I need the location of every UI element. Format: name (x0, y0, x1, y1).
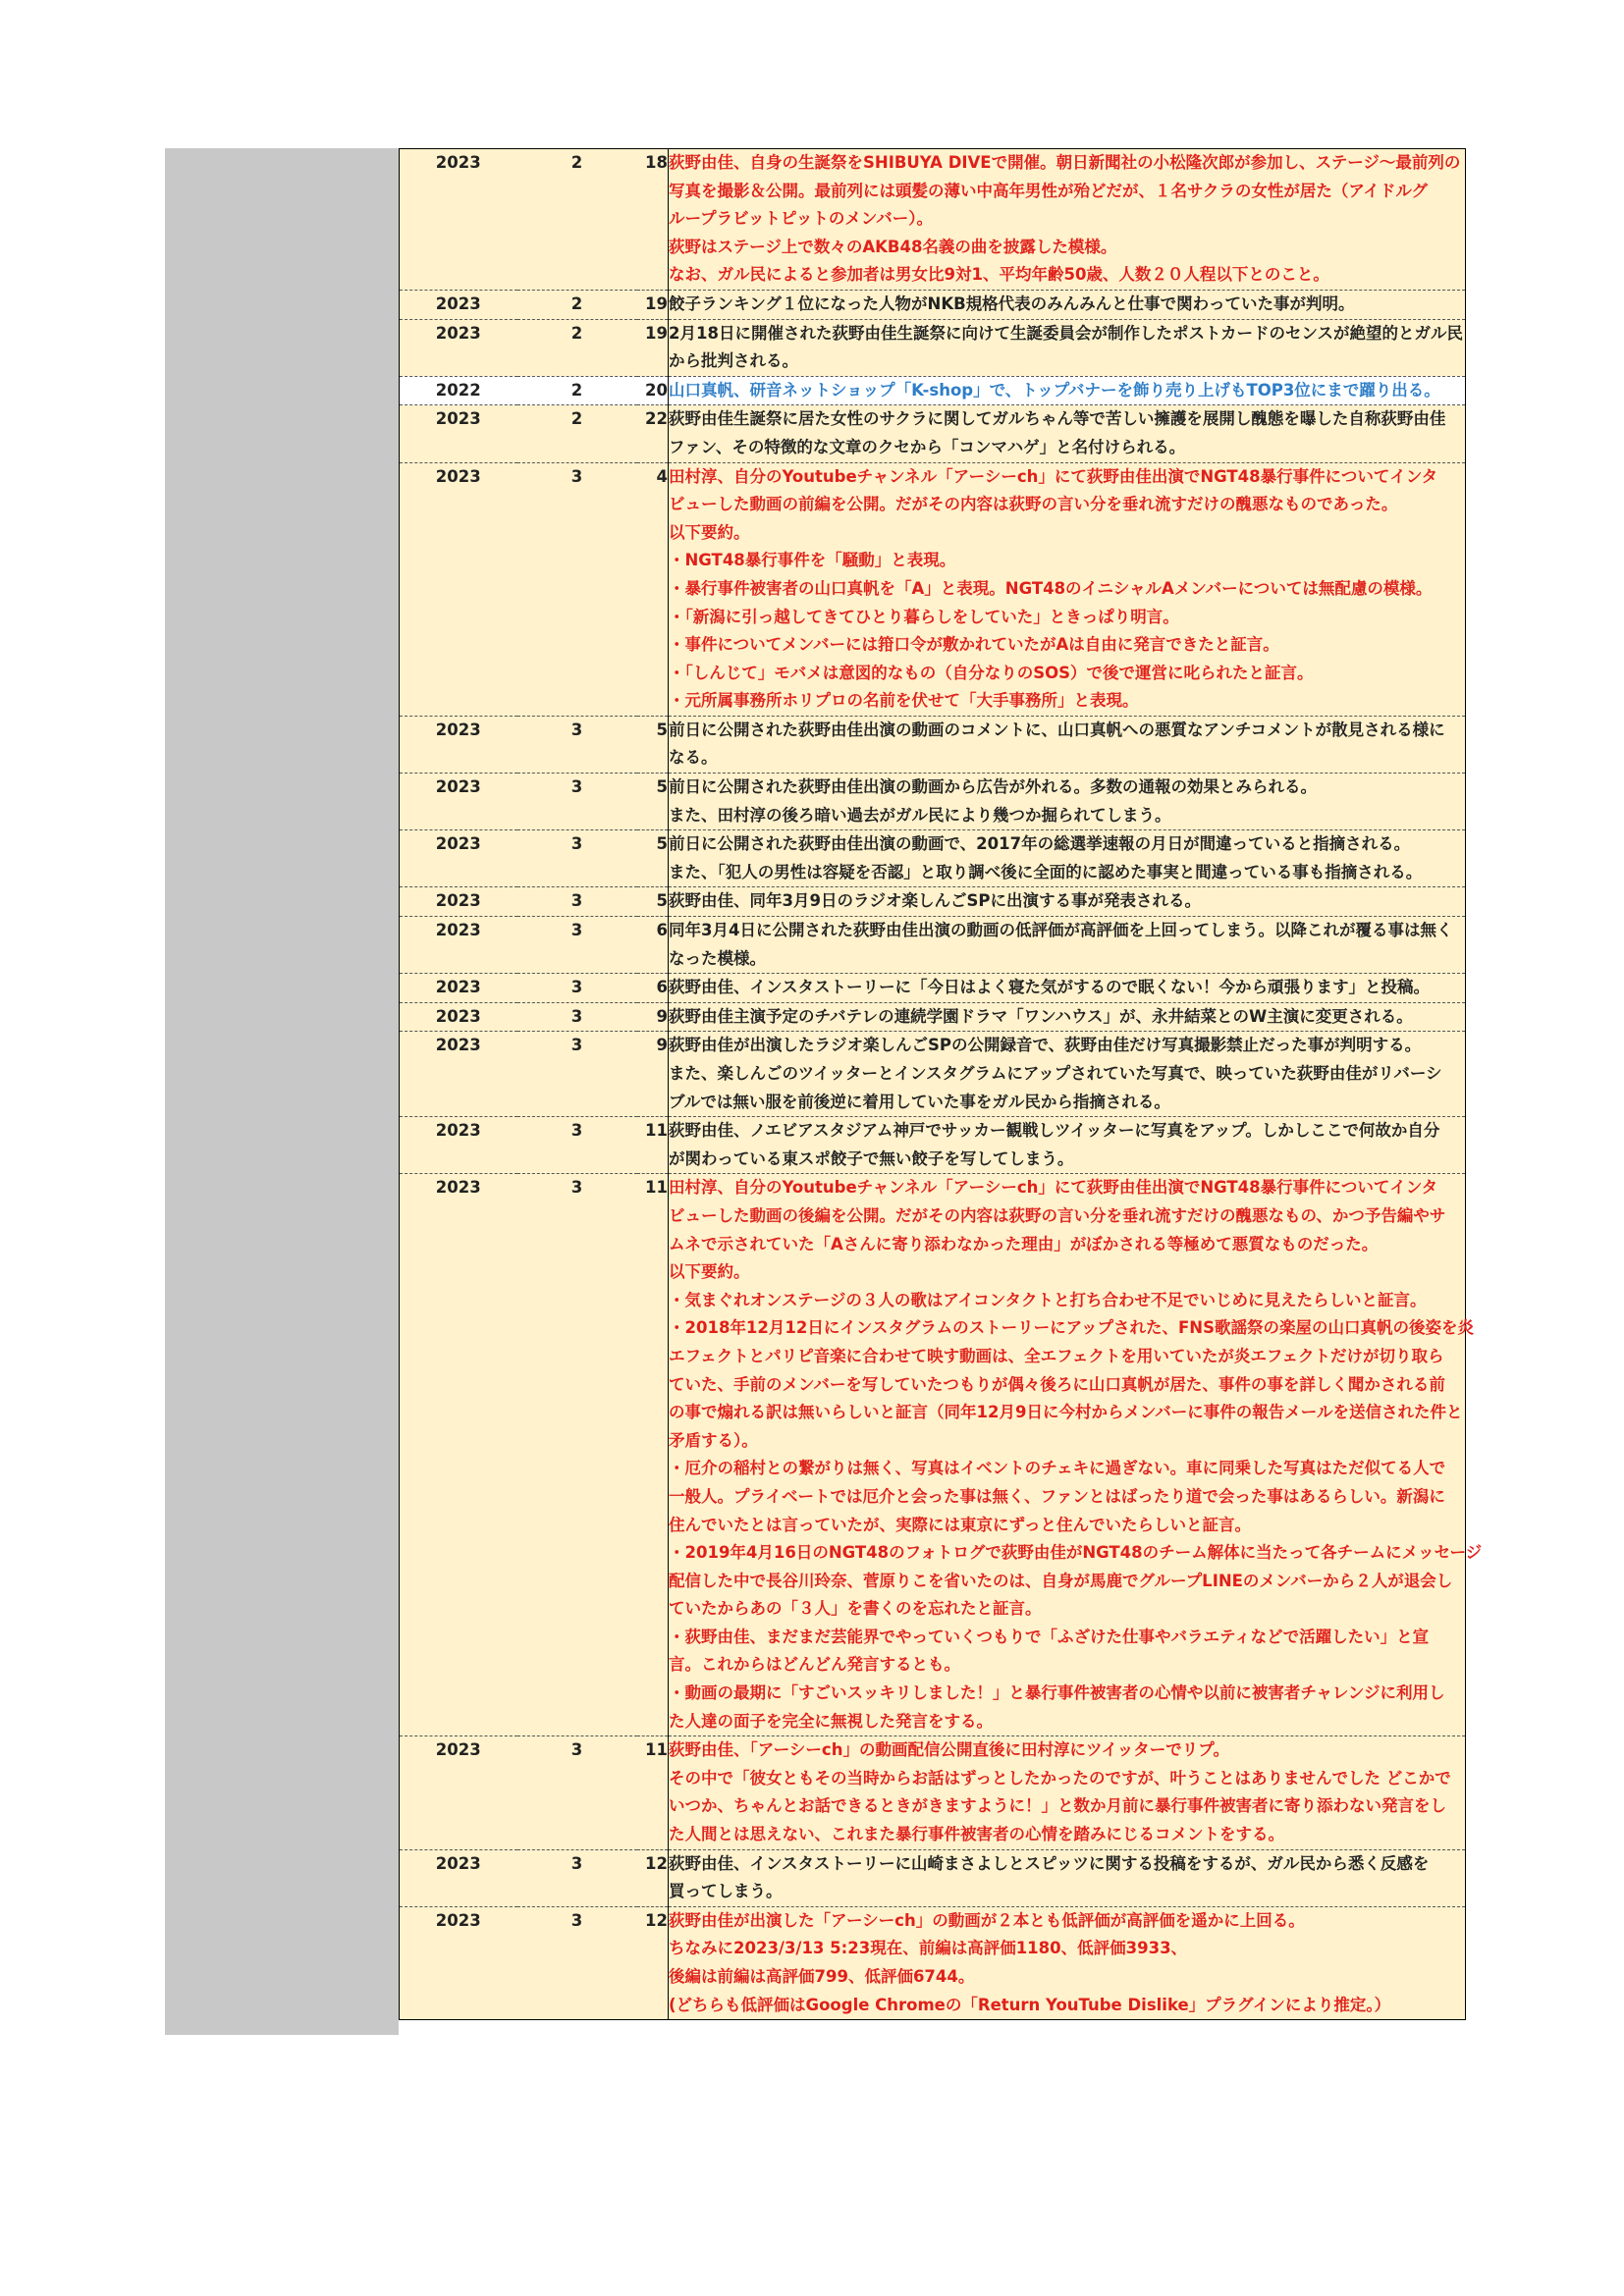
month-cell: 2 (517, 290, 637, 319)
event-text-cell (669, 917, 1466, 974)
event-text-line: 一般人。プライベートでは厄介と会った事は無く、ファンとはばったり道で会った事はあるらしい。新潟に (669, 1486, 1445, 1506)
day-cell: 18 (637, 149, 669, 291)
event-text-cell (669, 290, 1466, 319)
event-text-line: なお、ガル民によると参加者は男女比9対1、平均年齢50歳、人数２０人程以下とのこと。 (669, 265, 1329, 285)
event-text-cell (669, 716, 1466, 773)
year-cell: 2023 (400, 774, 517, 830)
year-cell: 2023 (400, 319, 517, 376)
month-cell: 3 (517, 1849, 637, 1906)
timeline-body (400, 149, 1483, 2020)
event-text-line: (どちらも低評価はGoogle Chromeの「Return YouTube Dislike」プラグインにより推定。） (669, 1995, 1391, 2014)
month-cell: 3 (517, 1174, 637, 1736)
event-text-line: 荻野由佳が出演したラジオ楽しんごSPの公開録音で、荻野由佳だけ写真撮影禁止だった事が判明する。 (669, 1036, 1422, 1055)
day-cell: 9 (637, 1032, 669, 1117)
year-cell: 2023 (400, 830, 517, 887)
year-cell: 2022 (400, 376, 517, 405)
day-cell: 19 (637, 319, 669, 376)
event-text-cell (669, 887, 1466, 917)
event-text-line: いつか、ちゃんとお話できるときがきますように！」と数か月前に暴行事件被害者に寄り添わない発言をし (669, 1796, 1446, 1816)
day-cell: 5 (637, 887, 669, 917)
month-cell: 3 (517, 1117, 637, 1174)
day-cell: 5 (637, 774, 669, 830)
event-text-line: 矛盾する）。 (669, 1430, 758, 1450)
event-text-line: なる。 (669, 748, 718, 768)
event-text-line: ビューした動画の前編を公開。だがその内容は荻野の言い分を垂れ流すだけの醜悪なものであった。 (669, 495, 1398, 514)
event-text-line: ていた、手前のメンバーを写していたつもりが偶々後ろに山口真帆が居た、事件の事を詳しく聞かされる前 (669, 1374, 1445, 1394)
event-text-line: 田村淳、自分のYoutubeチャンネル「アーシーch」にて荻野由佳出演でNGT48暴行事件についてインタ (669, 1178, 1438, 1198)
event-text-line: 同年3月4日に公開された荻野由佳出演の動画の低評価が高評価を上回ってしまう。以降これが覆る事は無く (669, 921, 1453, 940)
event-text-cell (669, 830, 1466, 887)
event-text-line: ・「しんじて」モバメは意図的なもの（自分なりのSOS）で後で運営に叱られたと証言。 (669, 663, 1314, 682)
year-cell: 2023 (400, 1906, 517, 2019)
day-cell: 5 (637, 830, 669, 887)
event-text-line: また、「犯人の男性は容疑を否認」と取り調べ後に全面的に認めた事実と間違っている事も指摘される。 (669, 862, 1423, 881)
month-cell: 2 (517, 376, 637, 405)
day-cell: 12 (637, 1849, 669, 1906)
event-text-line: ファン、その特徴的な文章のクセから「コンマハゲ」と名付けられる。 (669, 437, 1186, 456)
year-cell: 2023 (400, 1736, 517, 1849)
table-row (400, 716, 1466, 773)
table-row (400, 376, 1466, 405)
event-text-cell (669, 1032, 1466, 1117)
event-text-line: ループラビットピットのメンバー）。 (669, 209, 933, 229)
event-text-line: た人達の面子を完全に無視した発言をする。 (669, 1711, 993, 1731)
event-text-line: 荻野由佳生誕祭に居た女性のサクラに関してガルちゃん等で苦しい擁護を展開し醜態を曝した自称荻野由佳 (669, 409, 1446, 429)
table-row (400, 1174, 1466, 1736)
event-text-line: ・事件についてメンバーには箝口令が敷かれていたがAは自由に発言できたと証言。 (669, 635, 1279, 655)
event-text-line: ・荻野由佳、まだまだ芸能界でやっていくつもりで「ふざけた仕事やバラエティなどで活躍したい」と宣 (669, 1627, 1430, 1646)
event-text-line: 前日に公開された荻野由佳出演の動画で、2017年の総選挙速報の月日が間違っていると指摘される。 (669, 834, 1411, 854)
event-text-line: 前日に公開された荻野由佳出演の動画から広告が外れる。多数の通報の効果とみられる。 (669, 777, 1317, 797)
event-text-line: から批判される。 (669, 351, 798, 371)
year-cell: 2023 (400, 149, 517, 291)
year-cell: 2023 (400, 405, 517, 462)
event-text-line: ・暴行事件被害者の山口真帆を「A」と表現。NGT48のイニシャルAメンバーについては無配慮の模様。 (669, 578, 1433, 598)
year-cell: 2023 (400, 1002, 517, 1032)
event-text-cell (669, 319, 1466, 376)
event-text-line: 買ってしまう。 (669, 1882, 783, 1901)
event-text-line: その中で「彼女ともその当時からお話はずっとしたかったのですが、叶うことはありませんでした どこかで (669, 1768, 1451, 1788)
day-cell: 19 (637, 290, 669, 319)
year-cell: 2023 (400, 887, 517, 917)
day-cell: 12 (637, 1906, 669, 2019)
year-cell: 2023 (400, 917, 517, 974)
event-text-line: 荻野由佳、インスタストーリーに山崎まさよしとスピッツに関する投稿をするが、ガル民から悉く反感を (669, 1853, 1430, 1873)
year-cell: 2023 (400, 1849, 517, 1906)
event-text-line: 荻野由佳、ノエビアスタジアム神戸でサッカー観戦しツイッターに写真をアップ。しかしここで何故か自分 (669, 1121, 1440, 1141)
event-text-line: 山口真帆、研音ネットショップ「K-shop」で、トップバナーを飾り売り上げもTOP3位にまで躍り出る。 (669, 380, 1440, 400)
event-text-cell (669, 149, 1466, 291)
year-cell: 2023 (400, 1174, 517, 1736)
table-row (400, 1906, 1466, 2019)
event-text-line: 言。これからはどんどん発言するとも。 (669, 1655, 960, 1675)
table-row (400, 974, 1466, 1003)
event-text-line: ・「新潟に引っ越してきてひとり暮らしをしていた」ときっぱり明言。 (669, 607, 1179, 626)
event-text-line: ・NGT48暴行事件を「騒動」と表現。 (669, 551, 956, 570)
day-cell: 6 (637, 974, 669, 1003)
table-row (400, 1002, 1466, 1032)
event-text-cell (669, 1849, 1466, 1906)
day-cell: 4 (637, 462, 669, 716)
table-row (400, 774, 1466, 830)
month-cell: 3 (517, 887, 637, 917)
event-text-line: 荻野由佳、「アーシーch」の動画配信公開直後に田村淳にツイッターでリプ。 (669, 1740, 1229, 1760)
event-text-cell (669, 376, 1466, 405)
month-cell: 3 (517, 1906, 637, 2019)
event-text-cell (669, 1736, 1466, 1849)
year-cell: 2023 (400, 290, 517, 319)
table-row (400, 887, 1466, 917)
month-cell: 3 (517, 830, 637, 887)
event-text-line: 後編は前編は高評価799、低評価6744。 (669, 1967, 975, 1986)
day-cell: 9 (637, 1002, 669, 1032)
year-cell: 2023 (400, 716, 517, 773)
day-cell: 11 (637, 1117, 669, 1174)
event-text-line: ちなみに2023/3/13 5:23現在、前編は高評価1180、低評価3933、 (669, 1939, 1188, 1958)
table-row (400, 405, 1466, 462)
event-text-cell (669, 462, 1466, 716)
table-row (400, 290, 1466, 319)
event-text-line: ・動画の最期に「すごいスッキリしました！」と暴行事件被害者の心情や以前に被害者チャレンジに利用し (669, 1683, 1445, 1703)
event-text-line: エフェクトとパリピ音楽に合わせて映す動画は、全エフェクトを用いていたが炎エフェクトだけが切り取ら (669, 1346, 1444, 1365)
month-cell: 3 (517, 974, 637, 1003)
day-cell: 5 (637, 716, 669, 773)
month-cell: 3 (517, 774, 637, 830)
year-cell: 2023 (400, 1032, 517, 1117)
event-text-line: 餃子ランキング１位になった人物がNKB規格代表のみんみんと仕事で関わっていた事が判明。 (669, 294, 1355, 313)
table-row (400, 1849, 1466, 1906)
table-row (400, 830, 1466, 887)
event-text-line: 以下要約。 (669, 522, 750, 542)
year-cell: 2023 (400, 462, 517, 716)
event-text-cell (669, 1002, 1466, 1032)
event-text-line: また、楽しんごのツイッターとインスタグラムにアップされていた写真で、映っていた荻野由佳がリバーシ (669, 1064, 1442, 1083)
table-row (400, 319, 1466, 376)
month-cell: 3 (517, 1736, 637, 1849)
month-cell: 3 (517, 917, 637, 974)
day-cell: 11 (637, 1736, 669, 1849)
event-text-line: 荻野由佳、同年3月9日のラジオ楽しんごSPに出演する事が発表される。 (669, 891, 1201, 911)
day-cell: 22 (637, 405, 669, 462)
year-cell: 2023 (400, 974, 517, 1003)
event-text-cell (669, 774, 1466, 830)
event-text-line: た人間とは思えない、これまた暴行事件被害者の心情を踏みにじるコメントをする。 (669, 1825, 1284, 1844)
event-text-line: ・厄介の稲村との繋がりは無く、写真はイベントのチェキに過ぎない。車に同乗した写真はただ似てる人で (669, 1459, 1446, 1478)
month-cell: 2 (517, 405, 637, 462)
month-cell: 3 (517, 1002, 637, 1032)
event-text-line: 配信した中で長谷川玲奈、菅原りこを省いたのは、自身が馬鹿でグループLINEのメンバーから２人が退会し (669, 1571, 1453, 1590)
event-text-line: 2月18日に開催された荻野由佳生誕祭に向けて生誕委員会が制作したポストカードのセンスが絶望的とガル民 (669, 323, 1463, 343)
table-row (400, 462, 1466, 716)
table-row (400, 917, 1466, 974)
event-text-line: 住んでいたとは言っていたが、実際には東京にずっと住んでいたらしいと証言。 (669, 1515, 1252, 1534)
table-row (400, 1736, 1466, 1849)
event-text-cell (669, 1906, 1466, 2019)
event-text-line: ・元所属事務所ホリプロの名前を伏せて「大手事務所」と表現。 (669, 691, 1139, 711)
event-text-line: 荻野由佳、自身の生誕祭をSHIBUYA DIVEで開催。朝日新聞社の小松隆次郎が参加し、ステージ～最前列の (669, 153, 1461, 172)
left-margin-column (165, 148, 399, 2035)
table-row (400, 1117, 1466, 1174)
month-cell: 2 (517, 319, 637, 376)
day-cell: 6 (637, 917, 669, 974)
event-text-line: 荻野由佳、インスタストーリーに「今日はよく寝た気がするので眠くない！今から頑張ります」と投稿。 (669, 978, 1431, 997)
table-row (400, 1032, 1466, 1117)
event-text-line: 以下要約。 (669, 1262, 750, 1282)
event-text-line: 田村淳、自分のYoutubeチャンネル「アーシーch」にて荻野由佳出演でNGT48暴行事件についてインタ (669, 466, 1438, 486)
event-text-cell (669, 1174, 1483, 1736)
event-text-line: ・気まぐれオンステージの３人の歌はアイコンタクトと打ち合わせ不足でいじめに見えたらしいと証言。 (669, 1290, 1427, 1309)
month-cell: 3 (517, 716, 637, 773)
month-cell: 3 (517, 1032, 637, 1117)
month-cell: 3 (517, 462, 637, 716)
event-text-cell (669, 974, 1466, 1003)
event-text-line: 前日に公開された荻野由佳出演の動画のコメントに、山口真帆への悪質なアンチコメントが散見される様に (669, 720, 1445, 739)
event-text-line: ・2019年4月16日のNGT48のフォトログで荻野由佳がNGT48のチーム解体に当たって各チームにメッセージ (669, 1543, 1483, 1563)
day-cell: 20 (637, 376, 669, 405)
event-text-cell (669, 1117, 1466, 1174)
event-text-line: 荻野由佳が出演した「アーシーch」の動画が２本とも低評価が高評価を遥かに上回る。 (669, 1910, 1305, 1930)
event-text-line: なった模様。 (669, 948, 766, 968)
event-text-cell (669, 405, 1466, 462)
event-text-line: が関わっている東スポ餃子で無い餃子を写してしまう。 (669, 1148, 1074, 1168)
event-text-line: 荻野はステージ上で数々のAKB48名義の曲を披露した模様。 (669, 237, 1117, 256)
event-text-line: ・2018年12月12日にインスタグラムのストーリーにアップされた、FNS歌謡祭の楽屋の山口真帆の後姿を炎 (669, 1318, 1474, 1338)
table-row (400, 149, 1466, 291)
event-text-line: ビューした動画の後編を公開。だがその内容は荻野の言い分を垂れ流すだけの醜悪なもの、かつ予告編やサ (669, 1205, 1446, 1225)
timeline-table (399, 148, 1483, 2020)
event-text-line: ムネで示されていた「Aさんに寄り添わなかった理由」がぼかされる等極めて悪質なものだった。 (669, 1234, 1379, 1254)
month-cell: 2 (517, 149, 637, 291)
day-cell: 11 (637, 1174, 669, 1736)
event-text-line: ていたからあの「３人」を書くのを忘れたと証言。 (669, 1599, 1042, 1619)
event-text-line: 写真を撮影＆公開。最前列には頭髪の薄い中高年男性が殆どだが、１名サクラの女性が居た（アイドルグ (669, 181, 1429, 200)
event-text-line: 荻野由佳主演予定のチバテレの連続学園ドラマ「ワンハウス」が、永井結菜とのW主演に変更される。 (669, 1006, 1413, 1026)
event-text-line: ブルでは無い服を前後逆に着用していた事をガル民から指摘される。 (669, 1092, 1170, 1111)
year-cell: 2023 (400, 1117, 517, 1174)
event-text-line: の事で煽れる訳は無いらしいと証言（同年12月9日に今村からメンバーに事件の報告メールを送信された件と (669, 1403, 1463, 1422)
event-text-line: また、田村淳の後ろ暗い過去がガル民により幾つか掘られてしまう。 (669, 805, 1171, 825)
